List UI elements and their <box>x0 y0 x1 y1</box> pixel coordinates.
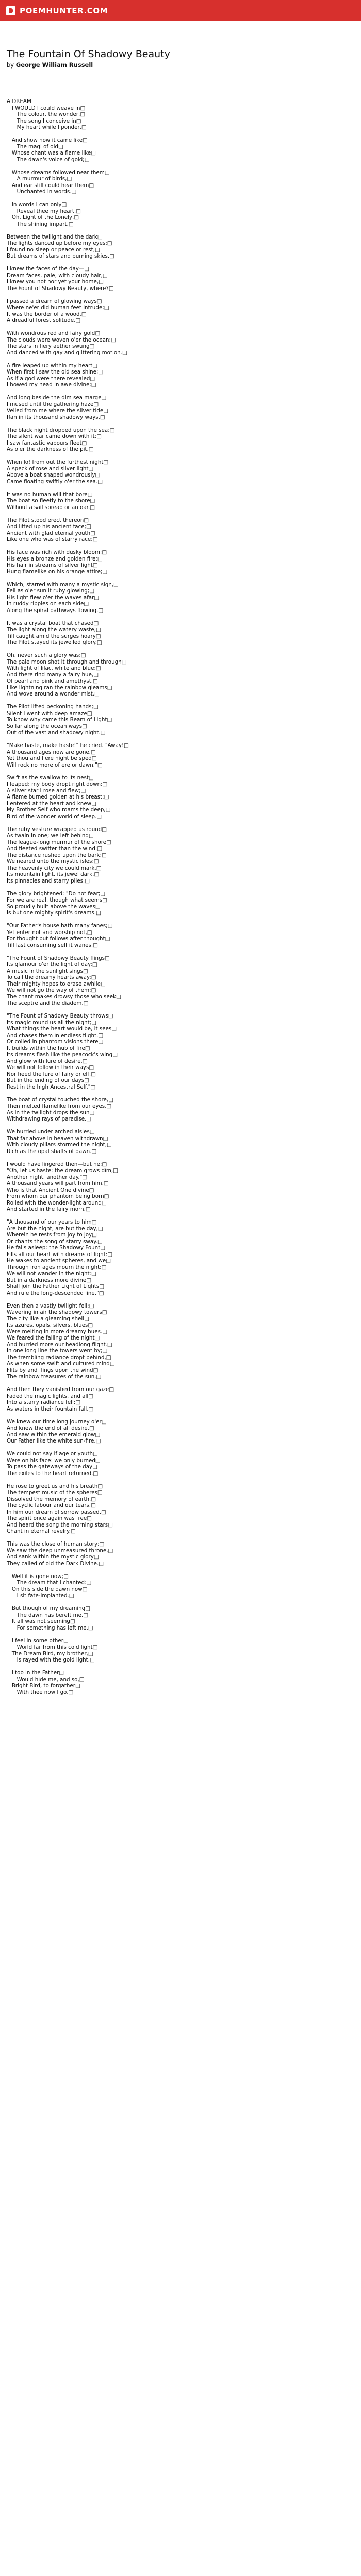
poem-line: The exiles to the heart returned.□ <box>7 1470 99 1477</box>
stanza <box>7 201 361 227</box>
poem-line: The spirit once again was free□ <box>7 1515 92 1521</box>
poem-author <box>7 61 361 69</box>
author-name[interactable]: George William Russell <box>15 61 93 69</box>
poem-line: Above a boat shaped wondrously□ <box>7 472 101 478</box>
poem-line: But though of my dreaming□ <box>7 1605 90 1612</box>
poem-line: Rich as the opal shafts of dawn.□ <box>7 1148 97 1155</box>
poem-line: We will not wander in the night:□ <box>7 1270 96 1277</box>
stanza <box>7 459 361 485</box>
poem-line: "The Fount of Shadowy Beauty throws□ <box>7 1013 113 1019</box>
poem-line: The glory brightened: "Do not fear;□ <box>7 890 106 897</box>
stanza <box>7 1451 361 1477</box>
poem-line: Is rayed with the gold light.□ <box>7 1657 95 1663</box>
poem-line: I mused until the gathering haze□ <box>7 401 99 408</box>
poem-line: Which, starred with many a mystic sign,□ <box>7 581 119 588</box>
poem-line: Like one who was of starry race;□ <box>7 536 98 543</box>
poem-line: The sceptre and the diadem.□ <box>7 1000 89 1006</box>
poem-line: Are but the night, are but the day,□ <box>7 1225 103 1232</box>
poem-line: We knew our time long journey o'er□ <box>7 1418 107 1425</box>
poem-line: The chant makes drowsy those who seek□ <box>7 993 121 1000</box>
poem-line: Shall join the Father Light of Lights□ <box>7 1283 105 1290</box>
poem-line: In him our dream of sorrow passed,□ <box>7 1509 106 1515</box>
poem-line: But in the ending of our days□ <box>7 1077 89 1083</box>
poem-line: Bird of the wonder world of sleep.□ <box>7 813 102 820</box>
poem-line: We will not go the way of them:□ <box>7 987 96 993</box>
poem-line: "Oh, let us haste: the dream grows dim,□ <box>7 1167 118 1174</box>
poem-line: Were on his face: we only burned□ <box>7 1457 101 1464</box>
poem-line: We feared the falling of the night□ <box>7 1335 100 1341</box>
poem-line: As o'er the darkness of the pit.□ <box>7 446 94 452</box>
poem-line: The lights danced up before my eyes:□ <box>7 240 112 246</box>
poem-line: Dream faces, pale, with cloudy hair,□ <box>7 272 108 279</box>
stanza <box>7 704 361 736</box>
poem-line: The light along the watery waste,□ <box>7 626 101 633</box>
poem-line: Rolled with the wonder-light around□ <box>7 1199 107 1206</box>
poem-line: Even then a vastly twilight fell:□ <box>7 1302 94 1309</box>
poem-line: Flits by and flings upon the wind□ <box>7 1367 99 1374</box>
poem-line: "The Fount of Shadowy Beauty flings□ <box>7 955 110 961</box>
poem-line: And glow with lure of desire.□ <box>7 1058 88 1064</box>
poemhunter-logo-icon <box>6 6 15 15</box>
site-logo-text: POEMHUNTER.COM <box>20 6 108 15</box>
poem-line: As waters in their fountain fall.□ <box>7 1405 94 1412</box>
poem-line: This was the close of human story;□ <box>7 1541 105 1547</box>
stanza <box>7 1097 361 1123</box>
poem-line: A speck of rose and silver light□ <box>7 465 94 472</box>
stanza <box>7 1386 361 1412</box>
poem-line: With light of lilac, white and blue:□ <box>7 665 101 671</box>
poem-line: I bowed my head in awe divine;□ <box>7 382 96 388</box>
poem-line: Its pinnacles and starry piles.□ <box>7 877 90 884</box>
stanza <box>7 620 361 646</box>
poem-line: Or coiled in phantom visions there□ <box>7 1039 104 1045</box>
poem-line: The Pilot lifted beckoning hands;□ <box>7 704 99 710</box>
poem-line: My heart while I ponder,□ <box>7 124 87 130</box>
stanza <box>7 1419 361 1445</box>
poem-line: Would hide me, and so,□ <box>7 1676 85 1683</box>
poem-line: From whom our phantom being born□ <box>7 1193 109 1199</box>
poem-line: Between the twilight and the dark□ <box>7 233 103 240</box>
poem-line: And heard the song the morning stars□ <box>7 1521 113 1528</box>
stanza <box>7 549 361 575</box>
poem-line: Well it is gone now;□ <box>7 1573 69 1580</box>
poem-line: Reveal thee my heart,□ <box>7 208 81 214</box>
poem-line: Of pearl and pink and amethyst,□ <box>7 678 98 684</box>
poem-line: The rainbow treasures of the sun.□ <box>7 1374 102 1380</box>
stanza <box>7 1483 361 1535</box>
poem-line: A murmur of birds,□ <box>7 176 72 182</box>
poem-line: Oh, never such a glory was:□ <box>7 652 86 658</box>
poem-line: It was no human will that bore□ <box>7 491 93 498</box>
poem-line: And knew the end of all desire,□ <box>7 1425 94 1431</box>
stanza <box>7 891 361 917</box>
poem-line: Unchanted in words.□ <box>7 189 77 195</box>
poem-line: In ruddy ripples on each side□ <box>7 601 89 607</box>
poem-line: Rest in the high Ancestral Self."□ <box>7 1083 96 1090</box>
poem-line: His eyes a bronze and golden fire;□ <box>7 555 103 562</box>
poem-line: Swift as the swallow to its nest□ <box>7 774 94 781</box>
poem-line: Along the spiral pathways flowing.□ <box>7 607 104 614</box>
poem-line: But in a darkness more divine□ <box>7 1277 91 1283</box>
poem-line: A flame burned golden at his breast:□ <box>7 794 109 800</box>
stanza <box>7 1638 361 1664</box>
poem-line: The Dream Bird, my brother,□ <box>7 1650 93 1657</box>
poem-line: Where ne'er did human feet intrude;□ <box>7 304 109 311</box>
poem-line: The pale moon shot it through and through□ <box>7 658 127 665</box>
stanza <box>7 298 361 324</box>
poem-line: Like lightning ran the rainbow gleams□ <box>7 684 112 691</box>
poem-line: They called of old the Dark Divine.□ <box>7 1560 104 1567</box>
poem-line: The cyclic labour and our tears.□ <box>7 1502 96 1509</box>
stanza <box>7 1573 361 1599</box>
poem-line: World far from this cold light□ <box>7 1644 98 1650</box>
poem-title: The Fountain Of Shadowy Beauty <box>7 48 170 60</box>
poem-line: "Make haste, make haste!" he cried. "Away!□ <box>7 742 129 749</box>
poem-line: The Pilot stayed its jewelled glory.□ <box>7 639 102 646</box>
poem-line: Chant in eternal revelry.□ <box>7 1528 76 1534</box>
poem-line: Till caught amid the surges hoary□ <box>7 633 101 639</box>
poem-line: Whose chant was a flame like□ <box>7 150 96 156</box>
stanza <box>7 98 361 131</box>
poem-line: His light flew o'er the waves afar□ <box>7 594 99 601</box>
poem-line: He falls asleep: the Shadowy Fount□ <box>7 1245 105 1251</box>
poem-line: We neared unto the mystic isles:□ <box>7 858 99 865</box>
poem-line: Or chants the song of starry sway.□ <box>7 1238 103 1245</box>
poem-line: As if a god were there revealed□ <box>7 375 95 382</box>
poem-line: I feel in some other□ <box>7 1637 69 1644</box>
stanza <box>7 1013 361 1090</box>
poem-line: As twain in one; we left behind□ <box>7 833 94 839</box>
poem-line: So proudly built above the waves□ <box>7 903 101 910</box>
stanza <box>7 363 361 388</box>
poem-line: Withdrawing rays of paradise.□ <box>7 1116 92 1122</box>
poem-line: Yet thou and I ere night be sped□ <box>7 755 97 761</box>
poem-line: I found no sleep or peace or rest,□ <box>7 246 100 253</box>
poem-line: In one long line the towers went by;□ <box>7 1348 108 1354</box>
poem-line: When first I saw the old sea shine;□ <box>7 369 104 375</box>
poem-line: "A thousand of our years to him□ <box>7 1219 97 1225</box>
poem-line: We saw the deep unmeasured throne,□ <box>7 1547 113 1554</box>
poem-line: And danced with gay and glittering motion.□ <box>7 349 127 356</box>
poem-line: And fleeted swifter than the wind:□ <box>7 845 103 852</box>
poem-line: Through iron ages mourn the night:□ <box>7 1264 107 1270</box>
poem-line: For we are real, though what seems□ <box>7 897 107 903</box>
poem-line: Our Father like the white sun-fire.□ <box>7 1438 101 1444</box>
poem-line: Were melting in more dreamy hues.□ <box>7 1328 107 1335</box>
poem-line: I sit fate-implanted.□ <box>7 1592 74 1599</box>
poem-line: And started in the fairy morn.□ <box>7 1206 91 1212</box>
poem-line: The heavenly city we could mark,□ <box>7 865 102 871</box>
stanza <box>7 923 361 948</box>
poem-line: Wherein he rests from joy to joy□ <box>7 1232 97 1238</box>
poem-line: The black night dropped upon the sea;□ <box>7 427 115 433</box>
poem-line: I knew the faces of the day—□ <box>7 266 89 272</box>
poem-line: A fire leaped up within my heart□ <box>7 362 98 369</box>
poem-line: Till last consuming self it wanes.□ <box>7 942 98 948</box>
poem-line: The colour, the wonder,□ <box>7 111 86 117</box>
stanza <box>7 1161 361 1213</box>
poem-line: But dreams of stars and burning skies.□ <box>7 253 114 259</box>
poem-line: The city like a gleaming shell□ <box>7 1315 89 1322</box>
poem-line: And then they vanished from our gaze□ <box>7 1386 114 1393</box>
poem-line: The silent war came down with it;□ <box>7 433 102 439</box>
poem-line: Ancient with glad eternal youth□ <box>7 530 95 536</box>
poem-line: The shining impart.□ <box>7 221 74 227</box>
poem-line: So far along the ocean ways□ <box>7 723 87 730</box>
poem-line: And saw within the emerald glow□ <box>7 1431 101 1438</box>
poem-line: The dawn has bereft me,□ <box>7 1612 88 1618</box>
poem-line: He rose to greet us and his breath□ <box>7 1483 103 1489</box>
poem-line: With cloudy pillars stormed the night,□ <box>7 1142 112 1148</box>
stanza <box>7 330 361 356</box>
poem-line: Ran in its thousand shadowy ways.□ <box>7 414 105 420</box>
poem-line: Fills all our heart with dreams of light:□ <box>7 1251 112 1258</box>
stanza <box>7 742 361 768</box>
poem-line: Came floating swiftly o'er the sea.□ <box>7 478 103 485</box>
stanza <box>7 234 361 260</box>
poem-line: I passed a dream of glowing ways□ <box>7 298 102 304</box>
poem-line: A thousand years will part from him,□ <box>7 1180 109 1187</box>
poem-line: What things the heart would be, it sees□ <box>7 1026 117 1032</box>
stanza <box>7 1219 361 1296</box>
stanza <box>7 517 361 543</box>
poem-line: With wondrous red and fairy gold□ <box>7 330 101 336</box>
poem-body <box>7 98 361 1696</box>
poem-line: My Brother Self who roams the deep,□ <box>7 807 111 813</box>
poem-line: The dream that I chanted:□ <box>7 1580 92 1586</box>
stanza <box>7 395 361 420</box>
stanza <box>7 137 361 163</box>
stanza <box>7 1129 361 1155</box>
poem-line: For thought but follows after thought□ <box>7 936 110 942</box>
poem-line: Whose dreams followed near them□ <box>7 169 110 176</box>
poem-line: The boat of crystal touched the shore,□ <box>7 1096 113 1103</box>
poem-line: To know why came this Beam of Light□ <box>7 717 112 723</box>
poem-line: Silent I went with deep amaze□ <box>7 710 92 717</box>
poem-line: For something has left me.□ <box>7 1624 93 1631</box>
stanza <box>7 1303 361 1380</box>
poem-line: A music in the sunlight sings□ <box>7 968 88 974</box>
poem-line: He wakes to ancient spheres, and we□ <box>7 1258 111 1264</box>
poem-line: Bright Bird, to forgather□ <box>7 1683 80 1689</box>
poem-line: And wove around a wonder mist.□ <box>7 691 100 697</box>
poem-line: And sank within the mystic glory□ <box>7 1554 99 1560</box>
stanza <box>7 492 361 511</box>
poem-line: Will rock no more of ere or dawn."□ <box>7 761 103 768</box>
poem-line: And long beside the dim sea marge□ <box>7 395 107 401</box>
poem-line: Its glamour o'er the light of day:□ <box>7 961 97 968</box>
site-logo[interactable] <box>6 6 108 15</box>
poem-line: Its azures, opals, silvers, blues□ <box>7 1322 93 1328</box>
poem-line: The ruby vesture wrapped us round□ <box>7 826 107 833</box>
poem-line: Then melted flamelike from our eyes,□ <box>7 1103 112 1109</box>
stanza <box>7 775 361 820</box>
stanza <box>7 427 361 453</box>
poem-line: I too in the Father□ <box>7 1670 64 1676</box>
poem-line: Its mountain light, its jewel dark,□ <box>7 871 100 877</box>
stanza <box>7 1670 361 1696</box>
poem-line: And lifted up his ancient face;□ <box>7 523 91 530</box>
poem-line: Veiled from me where the silver tide□ <box>7 408 108 414</box>
poem-line: And chases them in endless flight.□ <box>7 1032 104 1039</box>
poem-line: And show how it came like□ <box>7 137 88 143</box>
poem-line: Without a sail spread or an oar.□ <box>7 504 95 511</box>
poem-line: Who is that Ancient One divine□ <box>7 1187 94 1193</box>
poem-line: Another night, another day."□ <box>7 1174 88 1180</box>
stanza <box>7 826 361 885</box>
poem-line: Their mighty hopes to erase awhile□ <box>7 980 106 987</box>
poem-line: Nor heed the lure of fairy or elf,□ <box>7 1071 96 1077</box>
author-prefix: by <box>7 61 16 69</box>
poem-line: It all was not seeming□ <box>7 1618 75 1624</box>
poem-line: The boat so fleetly to the shore□ <box>7 498 95 504</box>
poem-line: Out of the vast and shadowy night.□ <box>7 730 106 736</box>
poem-line: As when some swift and cultured mind□ <box>7 1361 115 1367</box>
poem-line: And hurried more our headlong flight.□ <box>7 1341 112 1348</box>
poem-line: The dawn's voice of gold;□ <box>7 156 90 163</box>
poem-line: Fell as o'er sunlit ruby glowing;□ <box>7 588 94 594</box>
poem-line: I saw fantastic vapours fleet□ <box>7 439 87 446</box>
site-header <box>0 0 361 21</box>
poem-line: I WOULD I could weave in□ <box>7 105 86 111</box>
poem-line: Is but one mighty spirit's dreams.□ <box>7 910 101 916</box>
stanza <box>7 1605 361 1631</box>
poem-line: To pass the gateways of the day□ <box>7 1464 97 1470</box>
poem-line: Its magic round us all the night;□ <box>7 1019 96 1026</box>
poem-line: We will not follow in their ways□ <box>7 1064 94 1071</box>
poem-line: The song I conceive in□ <box>7 117 81 124</box>
stanza <box>7 170 361 195</box>
poem-line: The magi of old□ <box>7 143 63 150</box>
poem-line: Into a starry radiance fell:□ <box>7 1399 81 1405</box>
poem-line: His face was rich with dusky bloom;□ <box>7 549 107 555</box>
poem-line: Its dreams flash like the peacock's wing□ <box>7 1052 118 1058</box>
poem-line: Dissolved the memory of earth,□ <box>7 1496 96 1502</box>
poem-line: We hurried under arched aisles□ <box>7 1129 95 1135</box>
poem-line: A dreadful forest solitude.□ <box>7 317 81 324</box>
poem-line: Wavering in air the shadowy towers□ <box>7 1309 107 1315</box>
poem-line: The trembling radiance dropt behind,□ <box>7 1354 111 1361</box>
poem-line: We could not say if age or youth□ <box>7 1451 98 1457</box>
poem-line: In words I can only□ <box>7 201 67 208</box>
poem-line: "Our Father's house hath many fanes;□ <box>7 923 113 929</box>
stanza <box>7 266 361 292</box>
poem-line: To call the dreamy hearts away:□ <box>7 974 96 980</box>
poem-line: As in the twilight drops the sun□ <box>7 1109 95 1116</box>
poem-line: A DREAM <box>7 98 31 105</box>
poem-line: The tempest music of the spheres□ <box>7 1489 103 1496</box>
poem-line: And rule the long-descended line."□ <box>7 1290 104 1296</box>
poem-line: Yet enter not and worship not,□ <box>7 929 92 936</box>
poem-line: A silver star I rose and flew;□ <box>7 787 86 794</box>
poem-line: It builds within the hub of fire□ <box>7 1045 90 1052</box>
poem-line: It was a crystal boat that chased□ <box>7 620 99 626</box>
poem-line: A thousand ages now are gone.□ <box>7 749 96 755</box>
poem-line: Oh, Light of the Lonely,□ <box>7 214 79 221</box>
poem-line: On this side the dawn now□ <box>7 1586 88 1592</box>
poem-line: It was the border of a wood,□ <box>7 311 87 317</box>
poem-line: The league-long murmur of the shore□ <box>7 839 111 845</box>
poem-line: That far above in heaven withdrawn□ <box>7 1135 108 1142</box>
poem-line: The Fount of Shadowy Beauty, where?□ <box>7 285 114 292</box>
poem-line: And there rind many a fairy hue,□ <box>7 671 99 678</box>
poem-line: When lo! from out the furthest night□ <box>7 459 109 465</box>
poem-line: The distance rushed upon the bark:□ <box>7 852 107 858</box>
poem-line: His hair in streams of silver light□ <box>7 562 98 568</box>
stanza <box>7 652 361 698</box>
poem-line: The clouds were woven o'er the ocean;□ <box>7 336 116 343</box>
poem-line: I knew you not nor yet your home,□ <box>7 279 104 285</box>
poem-line: And ear still could hear them□ <box>7 182 94 189</box>
poem-line: I leaped: my body dropt right down:□ <box>7 781 108 787</box>
poem-line: I would have lingered then—but he:□ <box>7 1161 107 1167</box>
poem-line: I entered at the heart and knew□ <box>7 800 96 807</box>
poem-line: The Pilot stood erect thereon□ <box>7 517 89 523</box>
poem-line: Faded the magic lights, and all□ <box>7 1393 93 1399</box>
stanza <box>7 582 361 614</box>
poem-line: With thee now I go.□ <box>7 1689 74 1696</box>
stanza <box>7 1541 361 1567</box>
stanza <box>7 955 361 1007</box>
poem-line: Hung flamelike on his orange attire;□ <box>7 568 108 575</box>
poem-line: The stars in fiery aether swung□ <box>7 343 95 349</box>
